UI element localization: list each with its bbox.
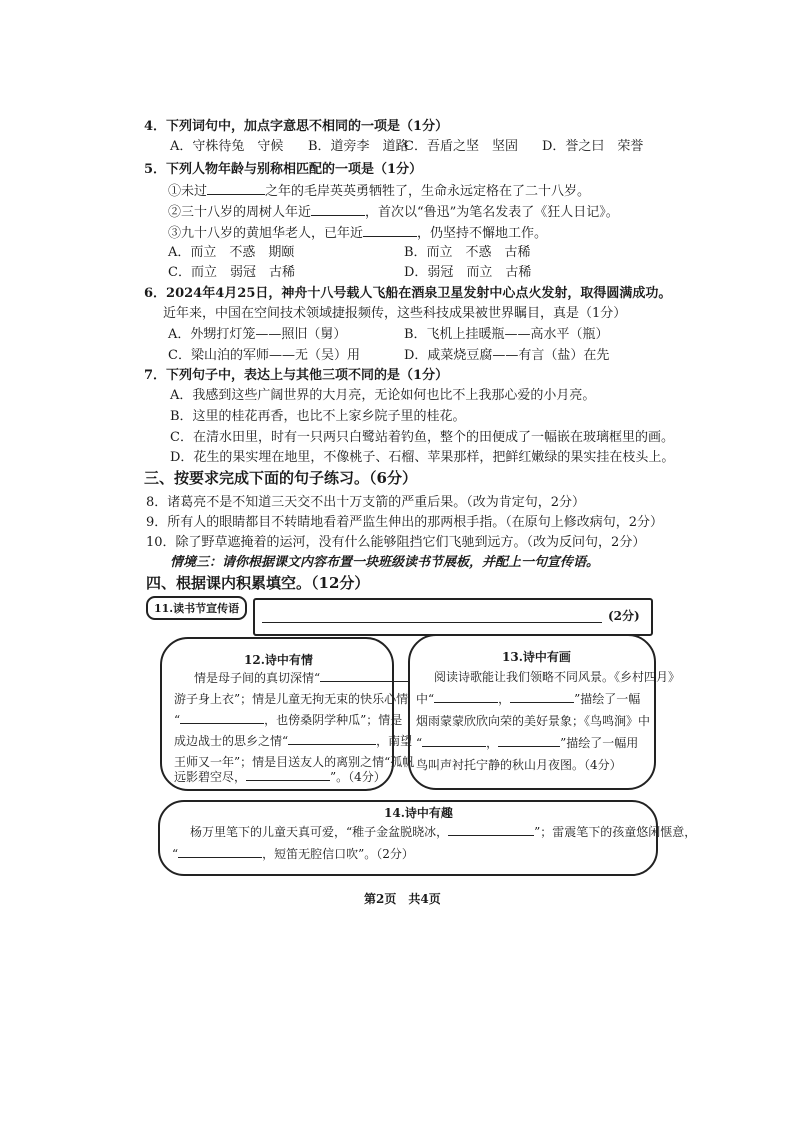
q7-option-a: A．我感到这些广阔世界的大月亮，无论如何也比不上我那心爱的小月亮。: [170, 388, 596, 403]
q7-option-c: C．在清水田里，时有一只两只白鹭站着钓鱼，整个的田便成了一幅嵌在玻璃框里的画。: [170, 430, 674, 445]
answer-blank[interactable]: [288, 732, 376, 745]
q14-title: 14.诗中有趣: [384, 806, 453, 820]
q5-sentence-2: ②三十八岁的周树人年近 ，首次以“鲁迅”为笔名发表了《狂人日记》。: [168, 205, 619, 220]
answer-blank[interactable]: [510, 690, 574, 703]
q6-option-c: C．梁山泊的军师——无（吴）用: [168, 348, 360, 363]
q13-line-3: 烟雨蒙蒙欣欣向荣的美好景象；《鸟鸣涧》中: [416, 714, 651, 728]
q5-sentence-3: ③九十八岁的黄旭华老人，已年近 ，仍坚持不懈地工作。: [168, 226, 548, 241]
answer-blank[interactable]: [448, 823, 534, 836]
q12-line-4: 成边战士的思乡之情“ ，南望: [174, 734, 413, 748]
section-3-title: 三、按要求完成下面的句子练习。（6分）: [144, 469, 417, 487]
answer-blank[interactable]: [180, 711, 264, 724]
q13-line-4: “ ， ”描绘了一幅用: [416, 736, 639, 750]
q13-line-5: 鸟叫声衬托宁静的秋山月夜图。（4分）: [416, 758, 622, 772]
q13-title: 13.诗中有画: [502, 650, 571, 664]
q5-sentence-1: ①未过 之年的毛岸英英勇牺牲了，生命永远定格在了二十八岁。: [168, 184, 591, 199]
answer-blank[interactable]: [320, 669, 408, 682]
q6-option-b: B．飞机上挂暖瓶——高水平（瓶）: [404, 327, 609, 342]
q11-score: (2分): [608, 609, 640, 623]
answer-blank[interactable]: [363, 224, 417, 237]
q7-option-d: D．花生的果实埋在地里，不像桃子、石榴、苹果那样，把鲜红嫩绿的果实挂在枝头上。: [170, 450, 675, 465]
q7-option-b: B．这里的桂花再香，也比不上家乡院子里的桂花。: [170, 409, 466, 424]
q12-line-5: 王师又一年”；情是目送友人的离别之情“孤帆: [174, 755, 415, 769]
q11-answer-line[interactable]: [262, 610, 602, 623]
q6-stem-line1: 6．2024年4月25日，神舟十八号载人飞船在酒泉卫星发射中心点火发射，取得圆满成功。: [144, 286, 672, 301]
q7-stem: 7．下列句子中，表达上与其他三项不同的是（1分）: [144, 368, 449, 383]
q12-title: 12.诗中有情: [244, 653, 313, 667]
q4-option-b: B．道旁李 道路: [308, 139, 409, 154]
q5-option-b: B．而立 不惑 古稀: [404, 245, 531, 260]
answer-blank[interactable]: [422, 734, 486, 747]
q12-line-1: 情是母子间的真切深情“: [194, 667, 408, 690]
q10: 10．除了野草遮掩着的运河，没有什么能够阻挡它们飞驰到远方。（改为反问句，2分）: [146, 535, 646, 550]
q13-line-2: 中“ ， ”描绘了一幅: [416, 692, 641, 706]
q12-line-3: “ ，也傍桑阴学种瓜”；情是: [174, 713, 403, 727]
section-4-title: 四、根据课内积累填空。（12分）: [146, 574, 370, 592]
q6-option-d: D．咸菜烧豆腐——有言（盐）在先: [404, 348, 610, 363]
q14-line-1: 杨万里笔下的儿童天真可爱，“稚子金盆脱晓冰， ”；雷震笔下的孩童悠闲惬意，: [190, 825, 697, 839]
q6-stem-line2: 近年来，中国在空间技术领域捷报频传，这些科技成果被世界瞩目，真是（1分）: [163, 306, 627, 321]
answer-blank[interactable]: [178, 845, 262, 858]
answer-blank[interactable]: [434, 690, 498, 703]
q12-line-2: 游子身上衣”；情是儿童无拘无束的快乐心情: [174, 692, 409, 706]
q5-option-d: D．弱冠 而立 古稀: [404, 265, 532, 280]
scene-3-prompt: 情境三：请你根据课文内容布置一块班级读书节展板，并配上一句宣传语。: [170, 555, 600, 570]
q5-option-c: C．而立 弱冠 古稀: [168, 265, 295, 280]
answer-blank[interactable]: [498, 734, 560, 747]
q5-option-a: A．而立 不惑 期颐: [168, 245, 295, 260]
answer-blank[interactable]: [207, 182, 265, 195]
page-footer: 第2页 共4页: [364, 892, 441, 906]
q4-option-d: D．誉之曰 荣誉: [542, 139, 644, 154]
q9: 9．所有人的眼睛都目不转睛地看着严监生伸出的那两根手指。（在原句上修改病句，2分）: [146, 515, 664, 530]
q4-stem: 4．下列词句中，加点字意思不相同的一项是（1分）: [144, 119, 449, 134]
answer-blank[interactable]: [246, 768, 330, 781]
q6-option-a: A．外甥打灯笼——照旧（舅）: [168, 327, 347, 342]
q13-line-1: 阅读诗歌能让我们领略不同风景。《乡村四月》: [434, 670, 681, 684]
q14-line-2: “ ，短笛无腔信口吹”。（2分）: [172, 847, 414, 861]
answer-blank[interactable]: [311, 203, 365, 216]
q5-stem: 5．下列人物年龄与别称相匹配的一项是（1分）: [144, 162, 423, 177]
q4-option-c: C．吾盾之坚 坚固: [404, 139, 518, 154]
q8: 8．诸葛亮不是不知道三天交不出十万支箭的严重后果。（改为肯定句，2分）: [146, 495, 586, 510]
q12-line-6: 远影碧空尽， ”。（4分）: [174, 770, 386, 784]
q4-option-a: A．守株待兔 守候: [170, 139, 284, 154]
q11-label-tag: 11.读书节宣传语: [146, 596, 247, 620]
